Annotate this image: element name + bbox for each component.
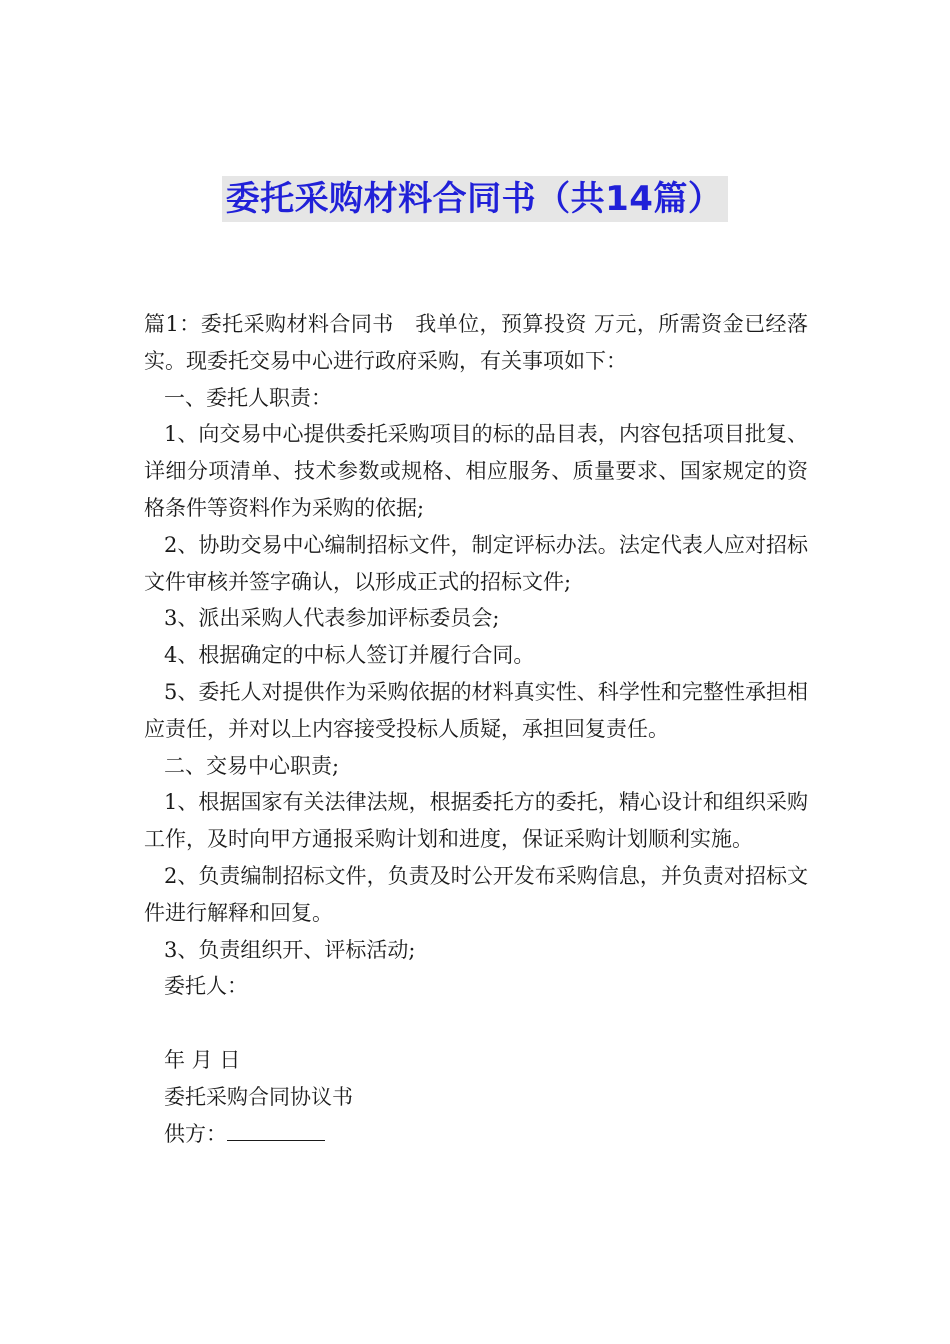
paragraph: 篇1：委托采购材料合同书 我单位，预算投资 万元，所需资金已经落实。现委托交易中心进行政府采购，有关事项如下： xyxy=(144,312,808,373)
paragraph: 1、向交易中心提供委托采购项目的标的品目表，内容包括项目批复、详细分项清单、技术参数或规格、相应服务、质量要求、国家规定的资格条件等资料作为采购的依据; xyxy=(144,422,808,520)
paragraph: 3、负责组织开、评标活动; xyxy=(164,937,416,962)
paragraph: 一、委托人职责： xyxy=(164,385,332,410)
agreement-title: 委托采购合同协议书 xyxy=(164,1084,353,1109)
document-title: 委托采购材料合同书（共14篇） xyxy=(222,176,729,222)
supplier-label: 供方： xyxy=(164,1121,227,1146)
paragraph: 2、协助交易中心编制招标文件，制定评标办法。法定代表人应对招标文件审核并签字确认，以形成正式的招标文件; xyxy=(144,532,808,594)
blank-line xyxy=(144,1005,808,1042)
supplier-blank-underline xyxy=(227,1118,325,1141)
date-line: 年 月 日 xyxy=(164,1047,241,1072)
document-body xyxy=(144,306,808,1152)
entrusting-party-label: 委托人： xyxy=(164,974,248,999)
paragraph: 1、根据国家有关法律法规，根据委托方的委托，精心设计和组织采购工作，及时向甲方通报采购计划和进度，保证采购计划顺利实施。 xyxy=(144,790,808,852)
paragraph: 4、根据确定的中标人签订并履行合同。 xyxy=(164,643,535,668)
paragraph: 2、负责编制招标文件，负责及时公开发布采购信息，并负责对招标文件进行解释和回复。 xyxy=(144,863,808,925)
paragraph: 5、委托人对提供作为采购依据的材料真实性、科学性和完整性承担相应责任，并对以上内容接受投标人质疑，承担回复责任。 xyxy=(144,679,808,741)
supplier-line xyxy=(144,1116,808,1153)
title-container xyxy=(0,176,950,222)
paragraph: 二、交易中心职责; xyxy=(164,753,340,778)
paragraph: 3、派出采购人代表参加评标委员会; xyxy=(164,606,500,631)
